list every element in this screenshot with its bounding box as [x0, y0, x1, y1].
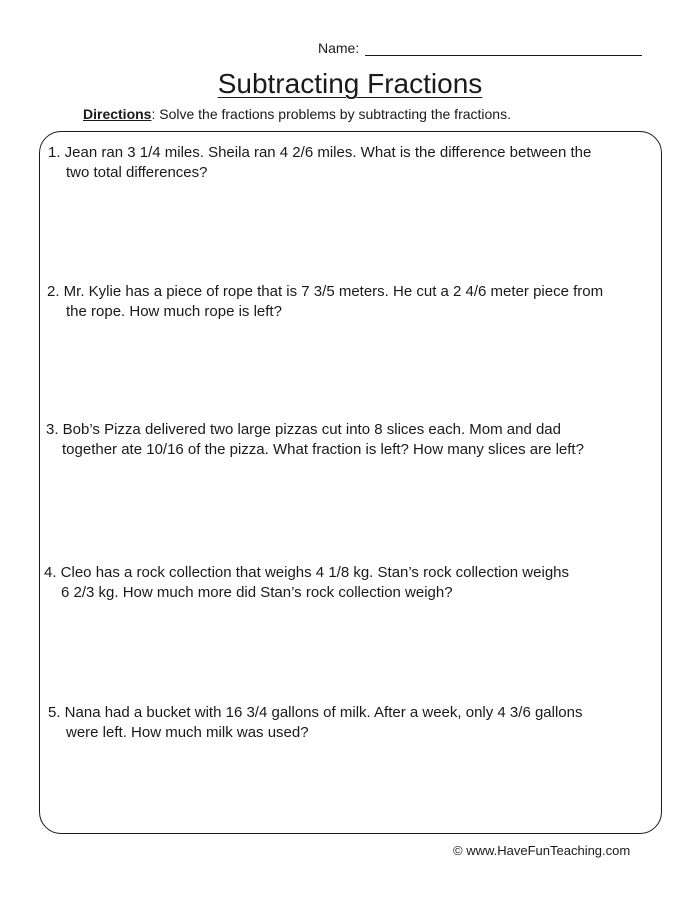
directions-label: Directions	[83, 106, 152, 122]
question-1-line-1: 1. Jean ran 3 1/4 miles. Sheila ran 4 2/6 miles. What is the difference between the	[48, 144, 592, 161]
copyright-footer: © www.HaveFunTeaching.com	[453, 843, 631, 858]
question-2-line-1: 2. Mr. Kylie has a piece of rope that is 7 3/5 meters. He cut a 2 4/6 meter piece from	[47, 283, 604, 300]
page-title: Subtracting Fractions	[217, 68, 483, 99]
directions	[83, 106, 511, 122]
name-label: Name:	[318, 40, 360, 56]
question-5	[48, 703, 583, 743]
question-5-line-2: were left. How much milk was used?	[66, 724, 309, 741]
question-4-line-1: 4. Cleo has a rock collection that weighs 4 1/8 kg. Stan’s rock collection weighs	[44, 564, 569, 581]
question-2-line-2: the rope. How much rope is left?	[66, 303, 282, 320]
question-1	[48, 143, 591, 183]
question-4	[44, 563, 569, 603]
question-4-line-2: 6 2/3 kg. How much more did Stan’s rock collection weigh?	[61, 584, 453, 601]
name-input-line[interactable]	[365, 41, 642, 56]
question-3-line-1: 3. Bob’s Pizza delivered two large pizzas cut into 8 slices each. Mom and dad	[46, 421, 561, 438]
name-field-row	[318, 40, 642, 56]
directions-text: : Solve the fractions problems by subtracting the fractions.	[151, 106, 511, 122]
question-3-line-2: together ate 10/16 of the pizza. What fraction is left? How many slices are left?	[62, 441, 584, 458]
question-3	[46, 420, 584, 460]
question-1-line-2: two total differences?	[66, 164, 208, 181]
question-5-line-1: 5. Nana had a bucket with 16 3/4 gallons of milk. After a week, only 4 3/6 gallons	[48, 704, 583, 721]
question-2	[47, 282, 603, 322]
